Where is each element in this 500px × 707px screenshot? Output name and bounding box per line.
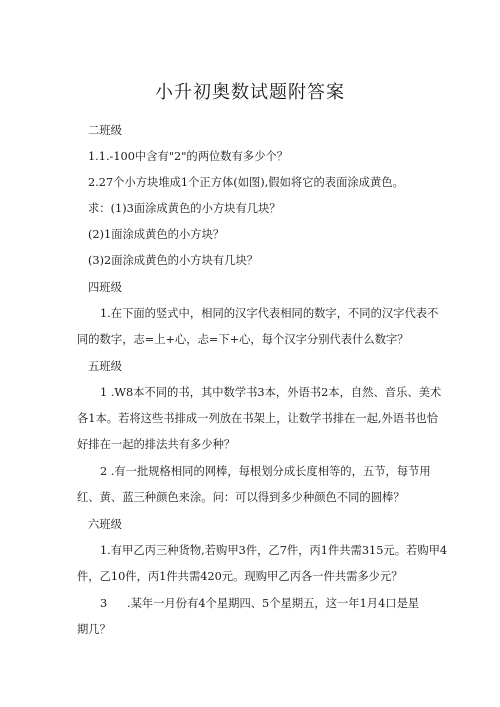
question-text: 红、黄、蓝三种颜色来涂。问：可以得到多少种颜色不同的圆棒？: [77, 491, 405, 504]
question-text: 好排在一起的排法共有多少种？: [77, 438, 236, 451]
question-number: 3: [100, 597, 108, 610]
question-text: 期几？: [77, 623, 111, 636]
section-heading-grade-6: 六班级: [88, 518, 122, 531]
question-text: 1.1.-100中含有"2"的两位数有多少个？: [88, 150, 289, 163]
question-text: 各1本。若将这些书排成一列放在书架上，让数学书排在一起,外语书也恰: [77, 412, 438, 425]
question-part: (2)1面涂成黄色的小方块？: [88, 228, 225, 241]
section-heading-grade-2: 二班级: [88, 124, 122, 137]
question-text: 1.有甲乙丙三种货物,若购甲3件，乙7件，丙1件共需315元。若购甲4: [100, 544, 448, 557]
question-text: 2 .有一批规格相同的网棒，每根划分成长度相等的，五节，每节用: [100, 465, 431, 478]
question-text: 同的数字，志=上+心，忐=下+心，每个汉字分别代表什么数字？: [77, 333, 409, 346]
question-text: 1.在下面的竖式中，相同的汉字代表相同的数字，不同的汉字代表不: [100, 307, 439, 320]
document-title: 小升初奥数试题附答案: [155, 82, 345, 103]
section-heading-grade-4: 四班级: [88, 281, 122, 294]
section-heading-grade-5: 五班级: [88, 360, 122, 373]
question-text: 件，乙10件，丙1件共需420元。现购甲乙丙各一件共需多少元？: [77, 570, 403, 583]
question-part: 求：(1)3面涂成黄色的小方块有几块？: [88, 202, 281, 215]
question-part: (3)2面涂成黄色的小方块有几块？: [88, 254, 259, 267]
question-text: .某年一月份有4个星期四、5个星期五，这一年1月4口是星: [127, 597, 420, 610]
question-text: 1 .W8本不同的书，其中数学书3本，外语书2本，自然、音乐、美术: [100, 386, 442, 399]
question-text: 2.27个小方块堆成1个正方体(如图),假如将它的表面涂成黄色。: [88, 176, 404, 189]
